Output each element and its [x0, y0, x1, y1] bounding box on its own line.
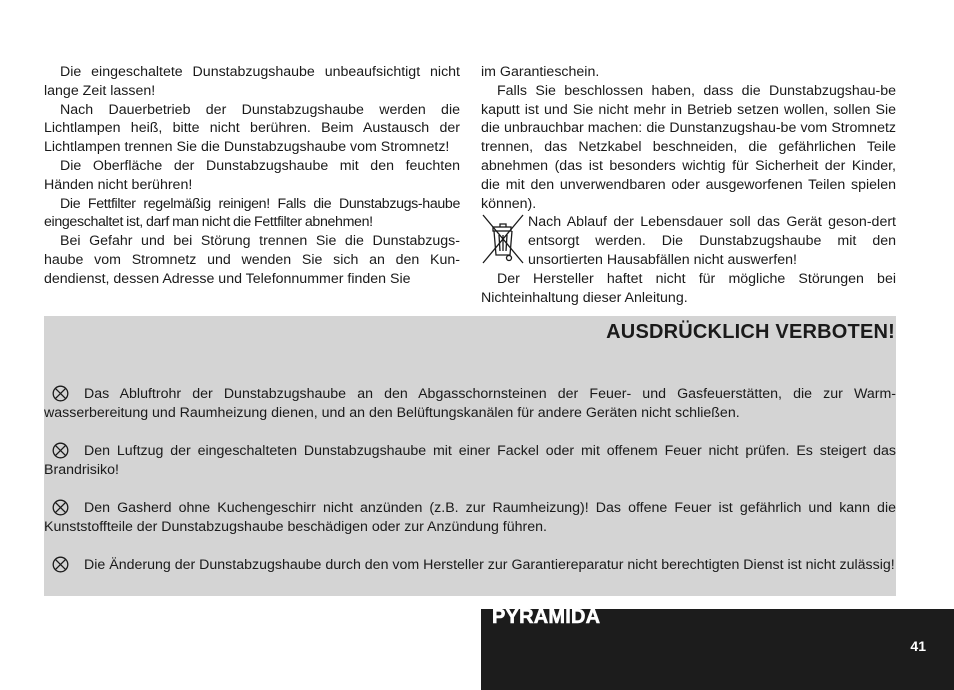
- page-number: 41: [910, 638, 926, 654]
- paragraph-unattended: Die eingeschaltete Dunstabzugshaube unbeaufsichtigt nicht lange Zeit lassen!: [44, 64, 460, 99]
- weee-notice: [481, 213, 896, 269]
- prohibited-item-text: Den Gasherd ohne Kuchengeschirr nicht anzünden (z.B. zur Raumheizung)! Das offene Feuer ist gefährlich und kann die Kunststoffteile der Dunstabzugshaube beschädigen oder zur Anzündung führen.: [44, 500, 896, 535]
- prohibited-item: [44, 442, 896, 480]
- prohibited-icon: [52, 556, 69, 573]
- paragraph-wet-hands: Die Oberfläche der Dunstabzugshaube mit den feuchten Händen nicht berühren!: [44, 157, 460, 193]
- prohibited-title: AUSDRÜCKLICH VERBOTEN!: [606, 321, 895, 343]
- paragraph-danger-disconnect: Bei Gefahr und bei Störung trennen Sie die Dunstabzugs-haube vom Stromnetz und wenden Sie sich an den Kun-dendienst, dessen Adresse und Telefonnummer finden Sie: [44, 233, 460, 287]
- right-text-column: [481, 63, 896, 307]
- prohibited-item: [44, 385, 896, 423]
- prohibited-actions-box: [44, 316, 896, 596]
- prohibited-item-text: Den Luftzug der eingeschalteten Dunstabzugshaube mit einer Fackel oder mit offenem Feuer nicht prüfen. Es steigert das Brandrisiko!: [44, 443, 896, 478]
- paragraph-warranty-continuation: im Garantieschein.: [481, 64, 600, 80]
- page-footer: [481, 606, 954, 690]
- prohibited-item-text: Das Abluftrohr der Dunstabzugshaube an den Abgasschornsteinen der Feuer- und Gasfeuerstätten, die zur Warm-wasserbereitung und Raumheizung dienen, und an den Belüftungskanälen für andere Geräten nicht schließen.: [44, 386, 896, 421]
- brand-logo: PYRAMIDA: [492, 606, 601, 628]
- prohibited-item: [44, 556, 896, 575]
- paragraph-disposal: Falls Sie beschlossen haben, dass die Dunstabzugshau-be kaputt ist und Sie nicht mehr in Betrieb setzen wollen, sollen Sie die unbrauchbar machen: die Dunstanzugshau-be vom Stromnetz trennen, das Netzkabel beschneiden, die gefährlichen Teile abnehmen (das ist besonders wichtig für Sicherheit der Kinder, die mit den unverwendbaren oder ausgeworfenen Teilen spielen können).: [481, 82, 896, 212]
- prohibited-item-text: Die Änderung der Dunstabzugshaube durch den vom Hersteller zur Garantiereparatur nicht berechtigten Dienst ist nicht zulässig!: [84, 557, 895, 573]
- paragraph-lamps-hot: Nach Dauerbetrieb der Dunstabzugshaube werden die Lichtlampen heiß, bitte nicht berühren. Beim Austausch der Lichtlampen trennen Sie die Dunstabzugshaube vom Stromnetz!: [44, 101, 460, 156]
- paragraph-grease-filters: Die Fettfilter regelmäßig reinigen! Falls die Dunstabzugs-haube eingeschaltet ist, darf man nicht die Fettfilter abnehmen!: [44, 195, 460, 231]
- prohibited-item: [44, 499, 896, 537]
- paragraph-liability: Der Hersteller haftet nicht für mögliche Störungen bei Nichteinhaltung dieser Anleitung.: [481, 270, 896, 306]
- prohibited-icon: [52, 442, 69, 459]
- prohibited-icon: [52, 499, 69, 516]
- prohibited-icon: [52, 385, 69, 402]
- crossed-out-wheelie-bin-icon: [481, 213, 525, 267]
- left-text-column: [44, 63, 460, 289]
- paragraph-weee: Nach Ablauf der Lebensdauer soll das Gerät geson-dert entsorgt werden. Die Dunstabzugshaube mit den unsortierten Hausabfällen nicht auswerfen!: [528, 214, 896, 268]
